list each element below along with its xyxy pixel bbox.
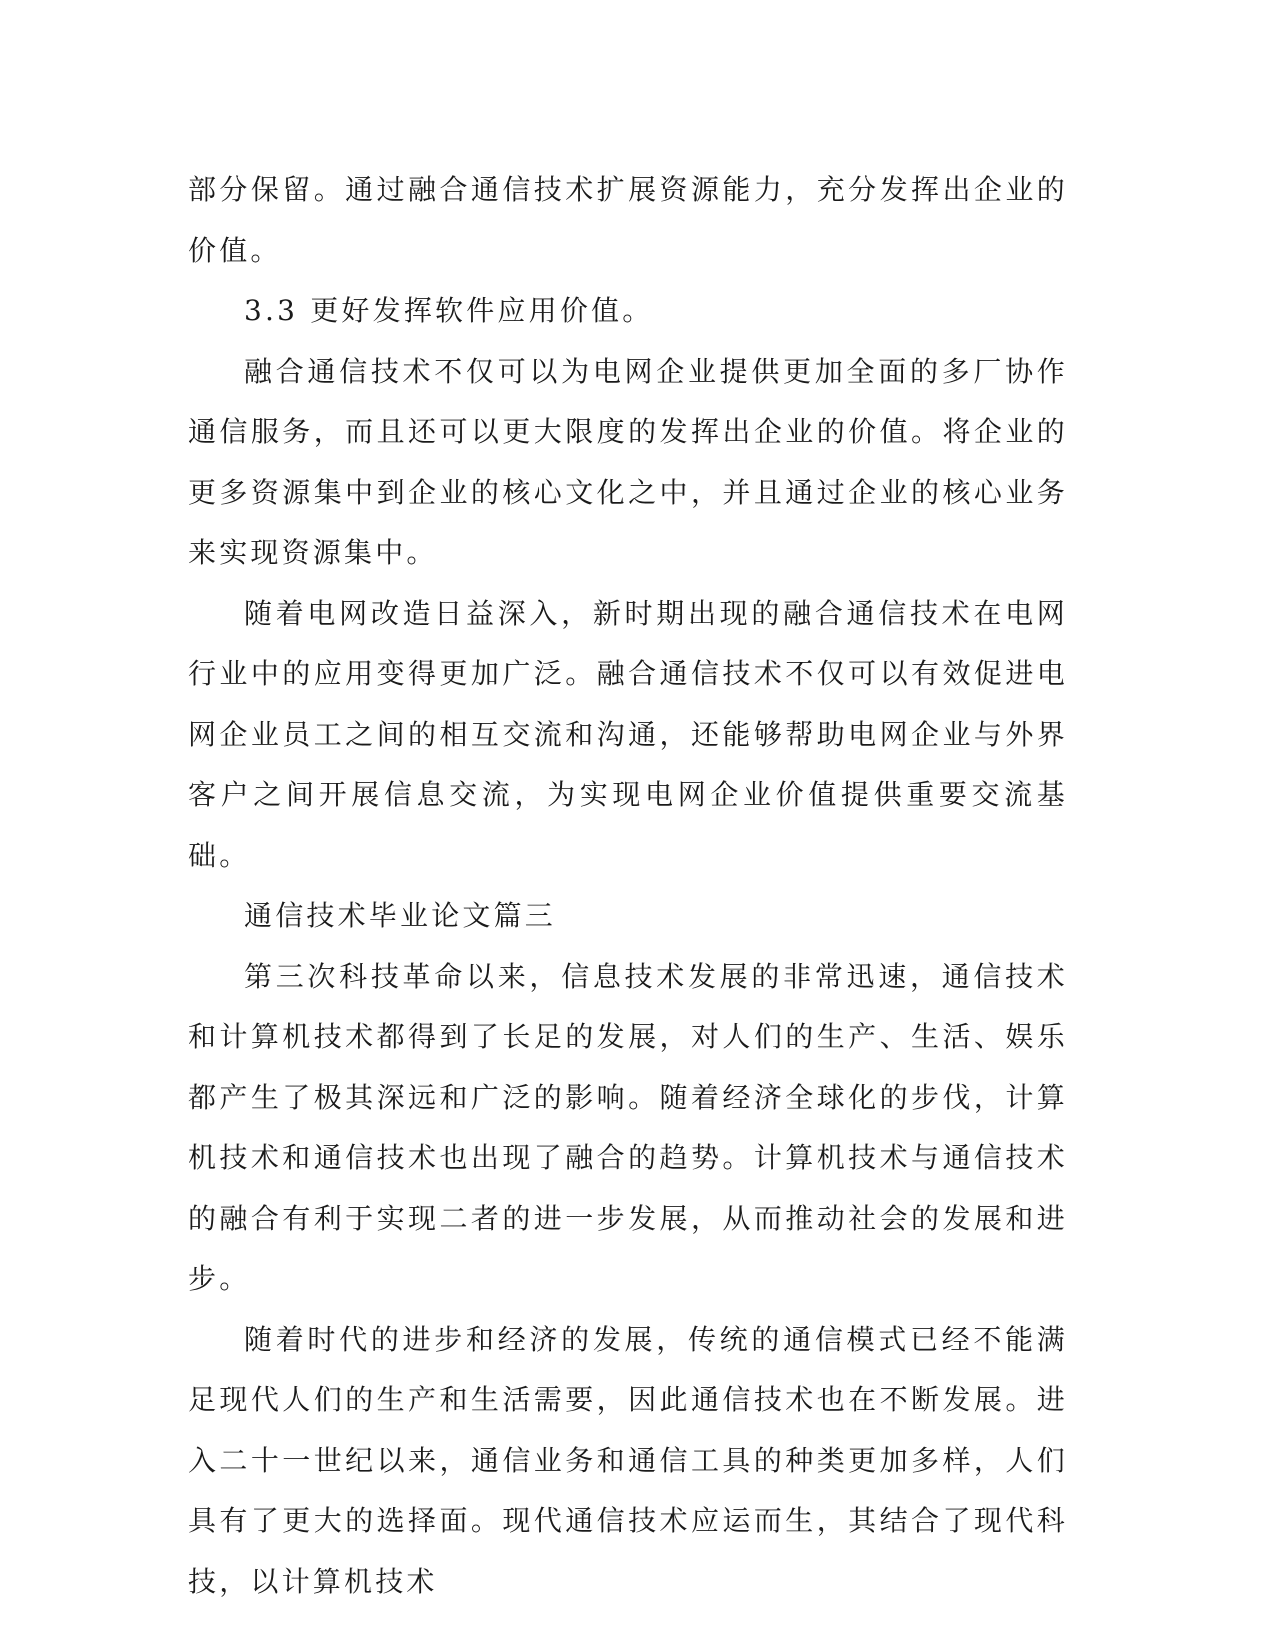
document-body — [188, 160, 1068, 1612]
paragraph: 随着时代的进步和经济的发展，传统的通信模式已经不能满足现代人们的生产和生活需要，因此通信技术也在不断发展。进入二十一世纪以来，通信业务和通信工具的种类更加多样，人们具有了更大的选择面。现代通信技术应运而生，其结合了现代科技，以计算机技术 — [188, 1322, 1068, 1598]
paragraph: 随着电网改造日益深入，新时期出现的融合通信技术在电网行业中的应用变得更加广泛。融合通信技术不仅可以有效促进电网企业员工之间的相互交流和沟通，还能够帮助电网企业与外界客户之间开展信息交流，为实现电网企业价值提供重要交流基础。 — [188, 596, 1068, 872]
section-heading-3-3: 3.3 更好发挥软件应用价值。 — [244, 294, 654, 327]
paragraph: 融合通信技术不仅可以为电网企业提供更加全面的多厂协作通信服务，而且还可以更大限度的发挥出企业的价值。将企业的更多资源集中到企业的核心文化之中，并且通过企业的核心业务来实现资源集中。 — [188, 354, 1068, 569]
article-heading: 通信技术毕业论文篇三 — [244, 899, 557, 932]
paragraph-continuation: 部分保留。通过融合通信技术扩展资源能力，充分发挥出企业的价值。 — [188, 173, 1068, 267]
paragraph: 第三次科技革命以来，信息技术发展的非常迅速，通信技术和计算机技术都得到了长足的发展，对人们的生产、生活、娱乐都产生了极其深远和广泛的影响。随着经济全球化的步伐，计算机技术和通信技术也出现了融合的趋势。计算机技术与通信技术的融合有利于实现二者的进一步发展，从而推动社会的发展和进步。 — [188, 959, 1068, 1295]
